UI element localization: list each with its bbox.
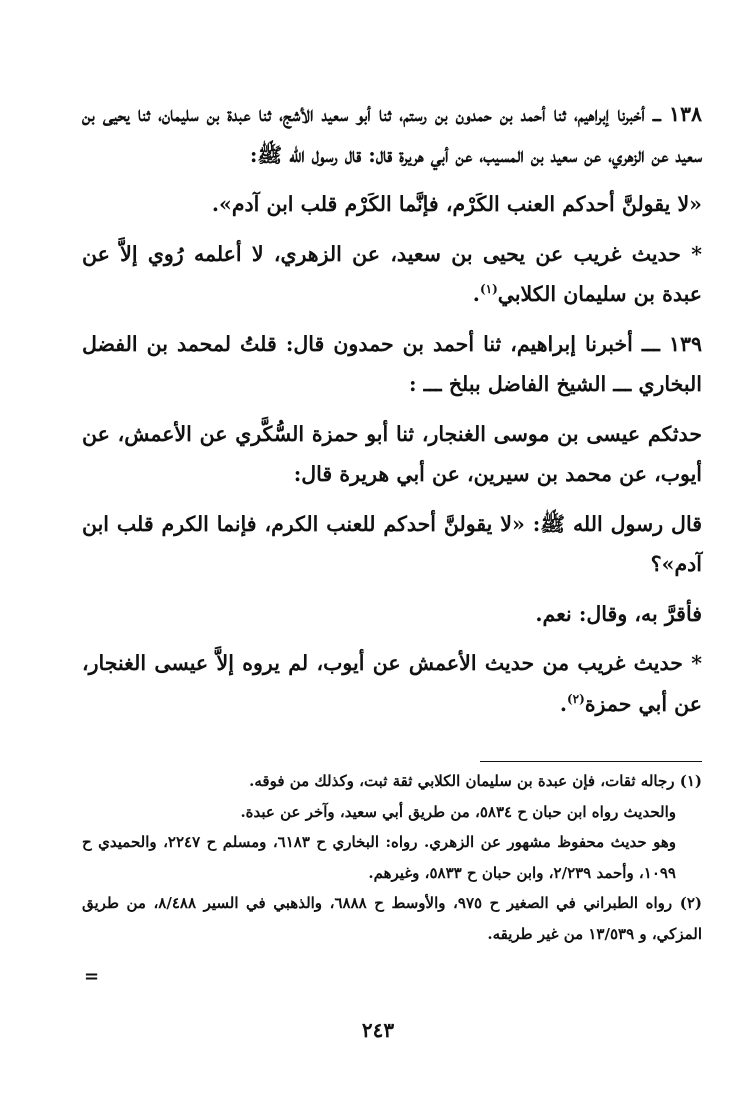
hadith-139-matn: قال رسول الله ﷺ: «لا يقولنَّ أحدكم للعنب الكرم، فإنما الكرم قلب ابن آدم»؟: [82, 511, 702, 576]
hadith-139-isnad: [82, 324, 702, 405]
comment-text: * حديث غريب من حديث الأعمش عن أيوب، لم يروه إلاَّ عيسى الغنجار، عن أبي حمزة: [82, 651, 702, 716]
hadith-number: ١٣٩ ـــ: [641, 331, 702, 356]
comment-text: * حديث غريب عن يحيى بن سعيد، عن الزهري، لا أعلمه رُوي إلاَّ عن عبدة بن سليمان الكلابي: [82, 241, 702, 306]
footnote-1-cont: والحديث رواه ابن حبان ح ٥٨٣٤، من طريق أبي سعيد، وآخر عن عبدة.: [240, 802, 676, 821]
footnote-ref-2[interactable]: (٢): [566, 691, 585, 706]
hadith-138-matn: «لا يقولنَّ أحدكم العنب الكَرْم، فإنَّما الكَرْم قلب ابن آدم».: [211, 192, 702, 216]
comment-end: .: [559, 691, 567, 716]
hadith-138-comment: [82, 234, 702, 315]
footnote-divider: [480, 761, 702, 762]
footnotes-section: [82, 766, 702, 949]
hadith-139-chain: حدثكم عيسى بن موسى الغنجار، ثنا أبو حمزة السُّكَّري عن الأعمش، عن أيوب، عن محمد بن سيرين، عن أبي هريرة قال:: [82, 421, 702, 486]
footnote-text: رجاله ثقات، فإن عبدة بن سليمان الكلابي ثقة ثبت، وكذلك من فوقه.: [249, 772, 675, 790]
hadith-138-isnad: [82, 94, 702, 175]
isnad-text: أخبرنا إبراهيم، ثنا أحمد بن حمدون قال: قلتُ لمحمد بن الفضل البخاري ـــ الشيخ الفاضل ببلخ ـــ :: [82, 331, 702, 396]
main-text: [82, 94, 702, 724]
hadith-number: ١٣٨ ـــ: [653, 102, 702, 126]
hadith-139-response: فأقرَّ به، وقال: نعم.: [535, 601, 702, 626]
isnad-text: أخبرنا إبراهيم، ثنا أحمد بن حمدون بن رستم، ثنا أبو سعيد الأشج، ثنا عبدة بن سليمان، ثنا يحيى بن سعيد عن الزهري، عن سعيد بن المسيب، عن أبي هريرة قال: قال رسول الله ﷺ:: [82, 102, 702, 167]
hadith-139-comment: [82, 643, 702, 724]
footnote-label: (١): [679, 772, 702, 790]
footnote-ref-1[interactable]: (١): [479, 282, 498, 297]
page-number: ٢٤٣: [361, 1018, 395, 1042]
footnote-1: [82, 766, 702, 797]
footnote-label: (٢): [679, 894, 702, 912]
footnote-1-cont: وهو حديث محفوظ مشهور عن الزهري. رواه: البخاري ح ٦١٨٣، ومسلم ح ٢٢٤٧، والحميدي ح ١٠٩٩، وأحمد ٢/٢٣٩، وابن حبان ح ٥٨٣٣، وغيرهم.: [82, 833, 676, 882]
comment-end: .: [472, 282, 480, 306]
continuation-mark: =: [84, 966, 100, 987]
footnote-2: [82, 888, 702, 949]
footnote-text: رواه الطبراني في الصغير ح ٩٧٥، والأوسط ح ٦٨٨٨، والذهبي في السير ٨/٤٨٨، من طريق المزكي، و ١٣/٥٣٩ من غير طريقه.: [82, 894, 702, 943]
